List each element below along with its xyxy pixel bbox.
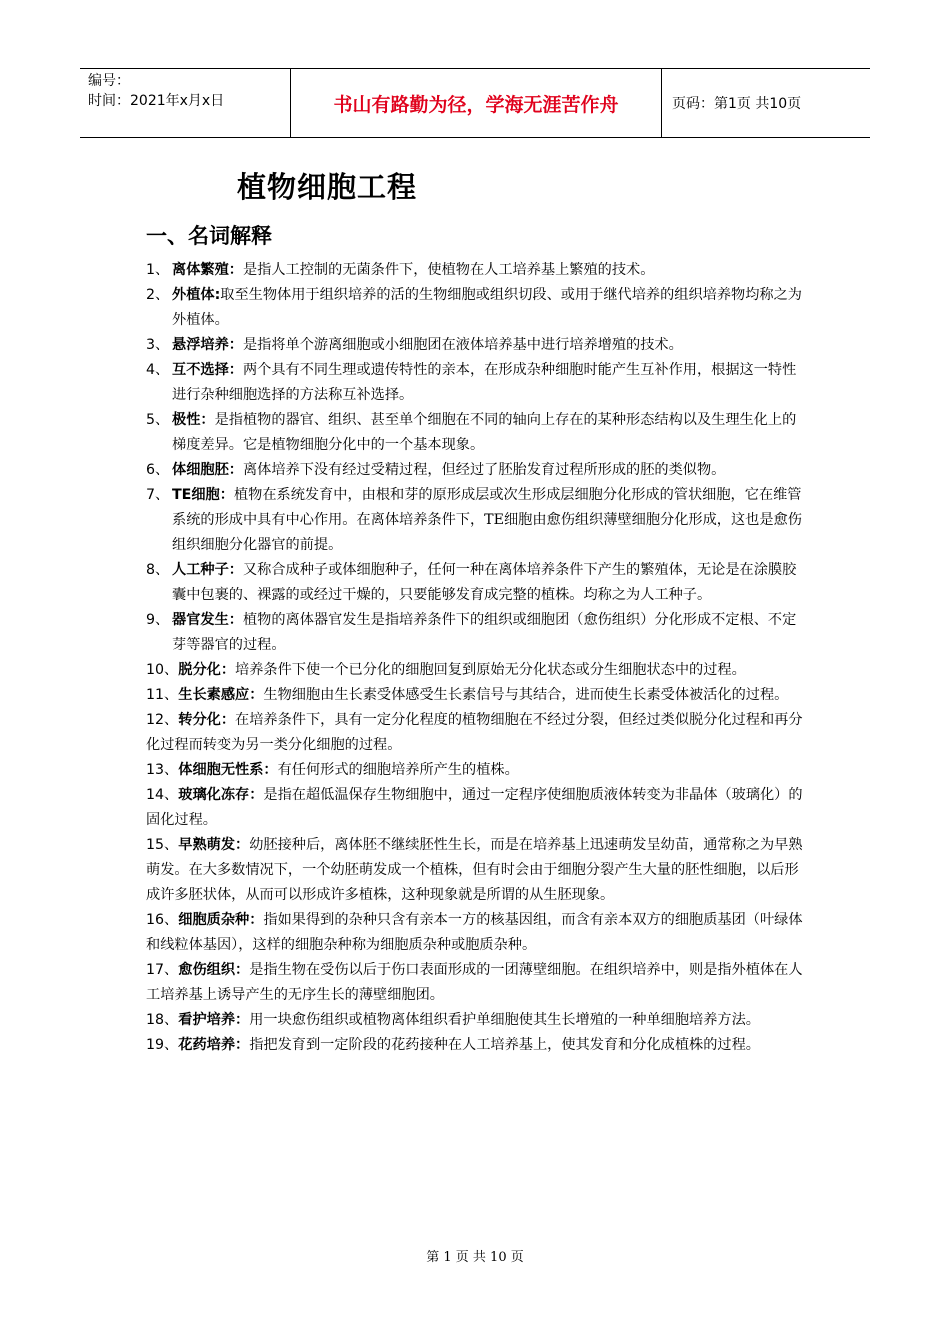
definition-term: 外植体 (172, 287, 215, 303)
definition-text: 指如果得到的杂种只含有亲本一方的核基因组，而含有亲本双方的细胞质基团（叶绿体和线粒体基因），这样的细胞杂种称为细胞质杂种或胞质杂种。 (146, 912, 803, 953)
definition-number: 8、 (146, 562, 170, 578)
document-time-label: 时间：2021年x月x日 (88, 93, 225, 109)
definition-separator: ： (249, 687, 264, 703)
definition-item (146, 683, 806, 708)
definition-item (146, 908, 806, 958)
definition-text: 培养条件下使一个已分化的细胞回复到原始无分化状态或分生细胞状态中的过程。 (235, 662, 746, 678)
definition-item (146, 483, 806, 558)
definition-number: 3、 (146, 337, 170, 353)
definition-text: 用一块愈伤组织或植物离体组织看护单细胞使其生长增殖的一种单细胞培养方法。 (249, 1012, 760, 1028)
definition-term: 离体繁殖 (172, 262, 229, 278)
definition-text: 是指人工控制的无菌条件下，使植物在人工培养基上繁殖的技术。 (242, 262, 655, 278)
definition-term: 花药培养 (178, 1037, 236, 1053)
definition-separator: : (214, 287, 221, 303)
definition-term: 悬浮培养 (172, 337, 229, 353)
definition-number: 6、 (146, 462, 170, 478)
header-info-cell (80, 69, 290, 137)
header-motto: 书山有路勤为径，学海无涯苦作舟 (333, 93, 619, 116)
definition-term: 生长素感应 (178, 687, 250, 703)
definition-separator: ： (235, 837, 250, 853)
definition-item (146, 708, 806, 758)
definition-term: 脱分化 (178, 662, 221, 678)
definition-item (146, 358, 806, 408)
definition-text: 是指在超低温保存生物细胞中，通过一定程序使细胞质液体转变为非晶体（玻璃化）的固化过程。 (146, 787, 803, 828)
section-heading: 一、名词解释 (146, 224, 272, 248)
definition-text: 是指将单个游离细胞或小细胞团在液体培养基中进行培养增殖的技术。 (242, 337, 683, 353)
definition-text: 两个具有不同生理或遗传特性的亲本，在形成杂种细胞时能产生互补作用，根据这一特性进行杂种细胞选择的方法称互补选择。 (172, 362, 797, 403)
definition-separator: ： (249, 787, 264, 803)
definition-separator: ： (200, 412, 215, 428)
definition-separator: ： (228, 362, 243, 378)
definition-number: 7、 (146, 487, 170, 503)
definition-separator: ： (235, 1037, 250, 1053)
definition-text: 植物的离体器官发生是指培养条件下的组织或细胞团（愈伤组织）分化形成不定根、不定芽等器官的过程。 (172, 612, 797, 653)
definition-text: 取至生物体用于组织培养的活的生物细胞或组织切段、或用于继代培养的组织培养物均称之为外植体。 (172, 287, 802, 328)
definition-number: 4、 (146, 362, 170, 378)
definition-separator: ： (220, 662, 236, 678)
definition-separator: ： (228, 612, 243, 628)
definition-separator: ： (219, 487, 234, 503)
definition-number: 9、 (146, 612, 170, 628)
definition-item (146, 758, 806, 783)
definition-separator: ： (228, 462, 243, 478)
definition-number: 16、 (146, 912, 179, 928)
definition-separator: ： (263, 762, 278, 778)
definition-text: 生物细胞由生长素受体感受生长素信号与其结合，进而使生长素受体被活化的过程。 (263, 687, 789, 703)
definition-number: 12、 (146, 712, 179, 728)
definition-term: 人工种子 (172, 562, 229, 578)
definition-item (146, 1008, 806, 1033)
definition-item (146, 783, 806, 833)
definition-number: 10、 (146, 662, 179, 678)
page-footer: 第 1 页 共 10 页 (426, 1250, 524, 1265)
definition-text: 有任何形式的细胞培养所产生的植株。 (277, 762, 519, 778)
definition-text: 植物在系统发育中，由根和芽的原形成层或次生形成层细胞分化形成的管状细胞，它在维管系统的形成中具有中心作用。在离体培养条件下，TE细胞由愈伤组织薄壁细胞分化形成，这也是愈伤组织细胞分化器官的前提。 (172, 487, 802, 553)
definition-term: 互不选择 (172, 362, 229, 378)
definition-number: 11、 (146, 687, 179, 703)
definition-separator: ： (235, 1012, 250, 1028)
definition-item (146, 333, 806, 358)
definition-term: 转分化 (178, 712, 221, 728)
definition-item (146, 558, 806, 608)
definition-term: 器官发生 (172, 612, 229, 628)
definition-separator: ： (228, 337, 243, 353)
definition-term: 玻璃化冻存 (178, 787, 250, 803)
document-number-label: 编号： (88, 73, 130, 89)
definition-item (146, 408, 806, 458)
definition-text: 在培养条件下，具有一定分化程度的植物细胞在不经过分裂，但经过类似脱分化过程和再分化过程而转变为另一类分化细胞的过程。 (146, 712, 803, 753)
definition-number: 15、 (146, 837, 179, 853)
definition-separator: ： (220, 712, 236, 728)
definition-item (146, 833, 806, 908)
definition-separator: ： (249, 912, 264, 928)
definition-item (146, 458, 806, 483)
definition-number: 14、 (146, 787, 179, 803)
definition-term: TE细胞 (172, 487, 220, 503)
definition-number: 2、 (146, 287, 170, 303)
definition-text: 指把发育到一定阶段的花药接种在人工培养基上，使其发育和分化成植株的过程。 (249, 1037, 760, 1053)
document-title: 植物细胞工程 (237, 170, 418, 204)
definition-number: 17、 (146, 962, 179, 978)
definition-text: 是指生物在受伤以后于伤口表面形成的一团薄壁细胞。在组织培养中，则是指外植体在人工培养基上诱导产生的无序生长的薄壁细胞团。 (146, 962, 803, 1003)
definition-item (146, 1033, 806, 1058)
definition-item (146, 608, 806, 658)
definition-term: 看护培养 (178, 1012, 236, 1028)
header-motto-cell (290, 69, 662, 137)
definition-text: 幼胚接种后，离体胚不继续胚性生长，而是在培养基上迅速萌发呈幼苗，通常称之为早熟萌发。在大多数情况下，一个幼胚萌发成一个植株，但有时会由于细胞分裂产生大量的胚性细胞，以后形成许多胚状体，从而可以形成许多植株，这种现象就是所谓的从生胚现象。 (146, 837, 803, 903)
definition-number: 13、 (146, 762, 179, 778)
definition-separator: ： (235, 962, 250, 978)
definition-item (146, 958, 806, 1008)
header-table (80, 68, 870, 138)
definition-text: 离体培养下没有经过受精过程，但经过了胚胎发育过程所形成的胚的类似物。 (242, 462, 726, 478)
definition-term: 体细胞胚 (172, 462, 229, 478)
definition-separator: ： (228, 562, 243, 578)
definition-item (146, 283, 806, 333)
definition-number: 1、 (146, 262, 170, 278)
definition-item (146, 658, 806, 683)
header-page-label: 页码：第1页 共10页 (672, 96, 802, 112)
definition-number: 18、 (146, 1012, 179, 1028)
definition-term: 愈伤组织 (178, 962, 236, 978)
definition-term: 细胞质杂种 (178, 912, 250, 928)
definition-term: 早熟萌发 (178, 837, 236, 853)
definition-item (146, 258, 806, 283)
definition-text: 是指植物的器官、组织、甚至单个细胞在不同的轴向上存在的某种形态结构以及生理生化上的梯度差异。它是植物细胞分化中的一个基本现象。 (172, 412, 797, 453)
definition-list (146, 258, 806, 1058)
definition-separator: ： (228, 262, 243, 278)
header-page-cell (662, 69, 870, 137)
definition-text: 又称合成种子或体细胞种子，任何一种在离体培养条件下产生的繁殖体，无论是在涂膜胶囊中包裹的、裸露的或经过干燥的，只要能够发育成完整的植株。均称之为人工种子。 (172, 562, 797, 603)
definition-term: 体细胞无性系 (178, 762, 264, 778)
definition-number: 5、 (146, 412, 170, 428)
definition-number: 19、 (146, 1037, 179, 1053)
definition-term: 极性 (172, 412, 201, 428)
